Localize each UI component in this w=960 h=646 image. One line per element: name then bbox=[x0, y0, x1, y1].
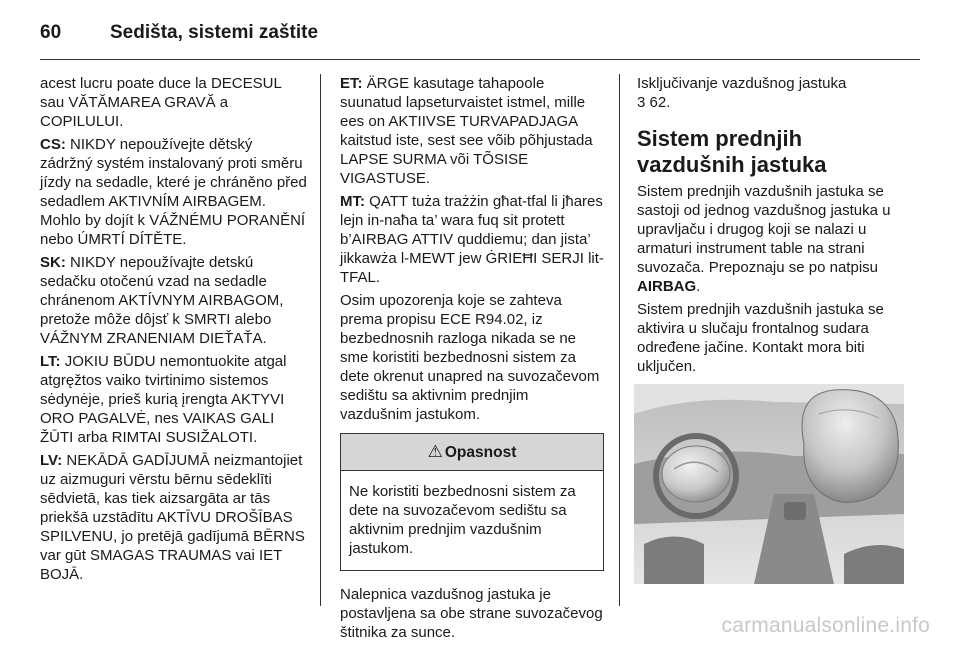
warning-mt bbox=[340, 192, 604, 287]
lang-code: LV: bbox=[40, 452, 63, 469]
description-text: Sistem prednjih vazdušnih jastuka se sastoji od jednog vazdušnog jastuka u upravljaču i drugog koji se nalazi u armaturi instrument table na strani suvozača. Prepoznaju se po natpisu bbox=[637, 183, 891, 276]
lang-code: SK: bbox=[40, 254, 66, 271]
page-header bbox=[40, 14, 920, 54]
warning-text: QATT tuża trażżin għat-tfal li jħares lejn in-naħa ta’ wara fuq sit protett b’AIRBAG ATTIV quddiemu; dan jista’ jikkawża l-MEWT jew ĠRIEĦI SERJI lit-TFAL. bbox=[340, 193, 604, 286]
center-vent bbox=[784, 502, 806, 520]
danger-box-title: Opasnost bbox=[444, 444, 517, 461]
danger-box bbox=[340, 433, 604, 571]
deactivation-reference: Isključivanje vazdušnog jastuka bbox=[637, 75, 847, 92]
lang-code: CS: bbox=[40, 136, 66, 153]
page-reference: 3 62. bbox=[637, 94, 671, 111]
watermark: carmanualsonline.info bbox=[721, 614, 930, 637]
danger-box-text: Ne koristiti bezbednosni sistem za dete na suvozačevom sedištu sa aktivnim prednjim vazdušnim jastukom. bbox=[349, 483, 576, 557]
page-number: 60 bbox=[40, 22, 62, 43]
ro-warning-tail: acest lucru poate duce la DECESUL sau VĂTĂMAREA GRAVĂ a COPILULUI. bbox=[40, 75, 282, 130]
danger-box-header bbox=[341, 434, 603, 471]
warning-cs bbox=[40, 135, 308, 249]
lang-code: MT: bbox=[340, 193, 365, 210]
warning-et bbox=[340, 74, 604, 188]
warning-sk bbox=[40, 253, 308, 348]
passenger-airbag bbox=[802, 390, 898, 503]
column-divider-1 bbox=[320, 74, 321, 606]
airbag-activation-paragraph: Sistem prednjih vazdušnih jastuka se aktivira u slučaju frontalnog sudara određene jačine. Kontakt mora biti uključen. bbox=[637, 301, 884, 375]
header-divider bbox=[40, 59, 920, 60]
warning-text: NIKDY nepoužívejte dětský zádržný systém instalovaný proti směru jízdy na sedadle, které je chráněno před sedadlem AKTIVNÍM AIRBAGEM. Mohlo by dojít k VÁŽNÉMU PORANĚNÍ nebo ÚMRTÍ DÍTĚTE. bbox=[40, 136, 307, 248]
column-3 bbox=[637, 74, 905, 380]
section-heading: Sistem prednjih vazdušnih jastuka bbox=[637, 126, 827, 177]
airbag-illustration bbox=[634, 384, 904, 584]
column-1 bbox=[40, 74, 308, 588]
lang-code: ET: bbox=[340, 75, 363, 92]
page-title: Sedišta, sistemi zaštite bbox=[110, 22, 319, 43]
airbag-label-text: AIRBAG bbox=[637, 278, 697, 295]
airbag-system-description bbox=[637, 182, 905, 296]
driver-seat bbox=[644, 537, 704, 585]
warning-text: JOKIU BŪDU nemontuokite atgal atgręžtos vaiko tvirtinimo sistemos sėdynėje, prieš kurią įrengta AKTYVI ORO PAGALVĖ, nes VAIKAS GALI ŽŪTI arba RIMTAI SUSIŽALOTI. bbox=[40, 353, 287, 446]
lang-code: LT: bbox=[40, 353, 61, 370]
warning-lv bbox=[40, 451, 308, 584]
ece-warning-paragraph: Osim upozorenja koje se zahteva prema propisu ECE R94.02, iz bezbednosnih razloga nikada se ne sme koristiti bezbednosni sistem za dete okrenut unapred na suvozačevom sedištu sa aktivnim prednjim vazdušnim jastukom. bbox=[340, 292, 600, 423]
warning-text: NIKDY nepoužívajte detskú sedačku otočenú vzad na sedadle chránenom AKTÍVNYM AIRBAGOM, pretože môže dôjsť k SMRTI alebo VÁŽNYM ZRANENIAM DIEŤAŤA. bbox=[40, 254, 284, 347]
airbag-illustration-svg bbox=[634, 384, 904, 584]
column-divider-2 bbox=[619, 74, 620, 606]
warning-text: ÄRGE kasutage tahapoole suunatud lapseturvaistet istmel, mille ees on AKTIIVSE TURVAPADJAGA kaitstud iste, sest see võib põhjustada LAPSE SURMA või TÕSISE VIGASTUSE. bbox=[340, 75, 593, 187]
column-2 bbox=[340, 74, 604, 646]
description-end: . bbox=[696, 278, 701, 295]
warning-triangle-icon: ⚠ bbox=[427, 442, 443, 461]
passenger-seat bbox=[844, 545, 904, 584]
label-location-paragraph: Nalepnica vazdušnog jastuka je postavljena sa obe strane suvozačevog štitnika za sunce. bbox=[340, 586, 603, 641]
driver-airbag bbox=[662, 446, 730, 502]
warning-lt bbox=[40, 352, 308, 447]
warning-text: NEKĀDĀ GADĪJUMĀ neizmantojiet uz aizmuguri vērstu bērnu sēdeklīti sēdvietā, kas tiek aizsargāta ar tās priekšā uzstādītu AKTĪVU DROŠĪBAS SPILVENU, jo pretējā gadījumā BĒRNS var gūt SMAGAS TRAUMAS vai IET BOJĀ. bbox=[40, 452, 305, 583]
